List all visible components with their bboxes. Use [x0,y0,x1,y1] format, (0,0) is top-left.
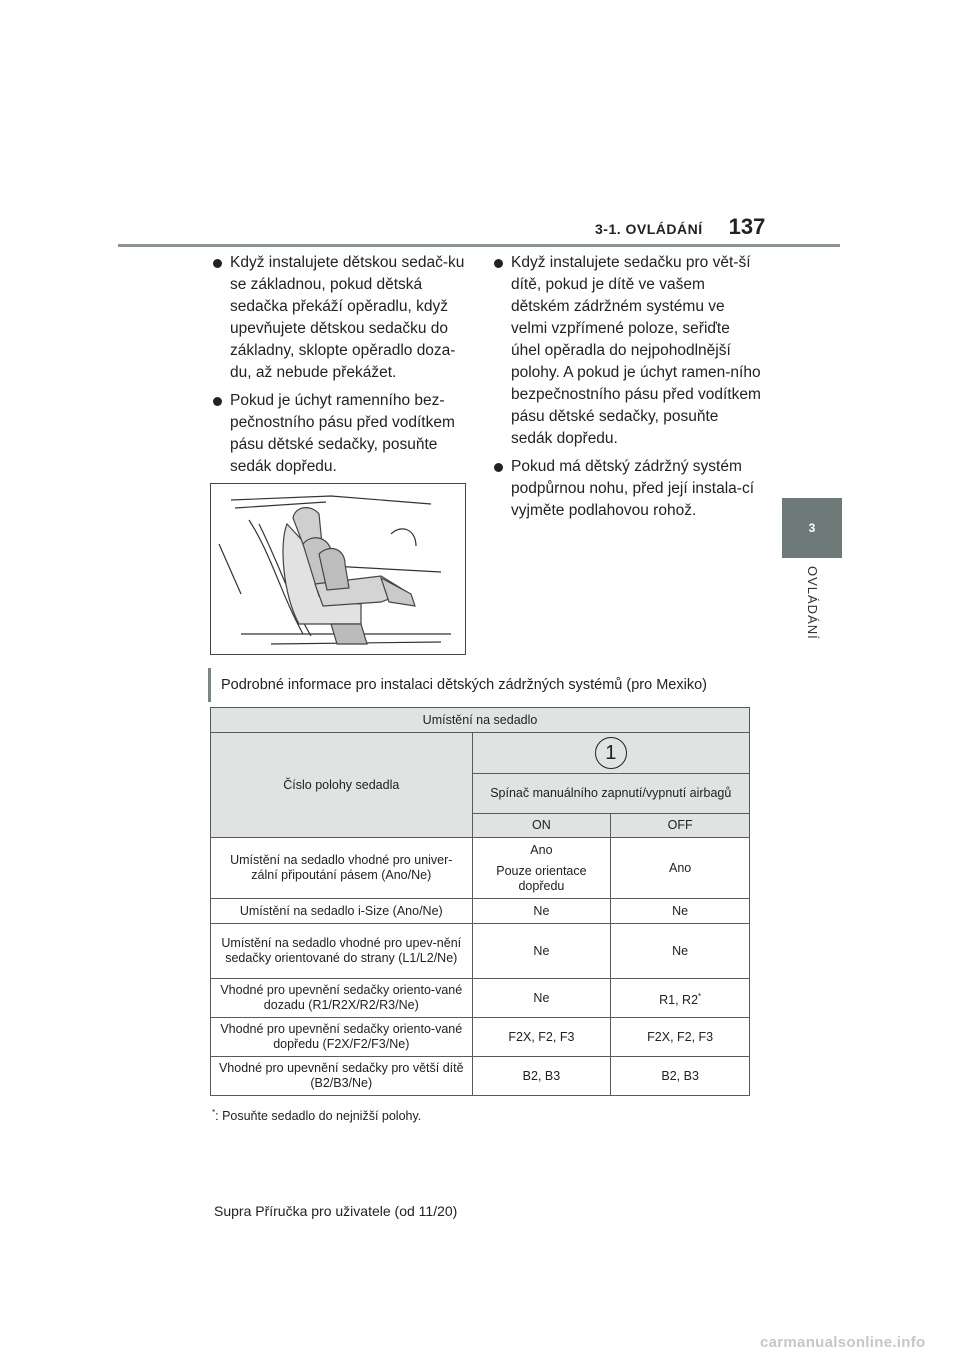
child-seat-illustration [210,483,466,655]
position-number-circle: 1 [595,737,627,769]
row-on-value: Ne [472,924,611,979]
page-header [595,214,765,240]
table-row [211,979,750,1018]
table-row [211,733,750,774]
car-seat-drawing [211,484,466,655]
table-row [211,1057,750,1096]
row-off-value: Ne [611,899,750,924]
row-on-value: F2X, F2, F3 [472,1018,611,1057]
footnote-mark: * [212,1108,216,1117]
watermark: carmanualsonline.info [760,1334,926,1351]
left-column [212,252,474,484]
row-label: Vhodné pro upevnění sedačky oriento-vané dopředu (F2X/F2/F3/Ne) [211,1018,473,1057]
row-label: Vhodné pro upevnění sedačky pro větší dítě (B2/B3/Ne) [211,1057,473,1096]
bullet-icon [213,259,222,268]
position-number-cell [472,733,749,774]
bullet-icon [213,397,222,406]
row-off-value: Ano [611,838,750,899]
page-number: 137 [728,214,766,239]
chapter-tab-label: OVLÁDÁNÍ [805,566,820,640]
chapter-tab[interactable] [782,498,842,558]
row-label: Umístění na sedadlo i-Size (Ano/Ne) [211,899,473,924]
airbag-switch-label: Spínač manuálního zapnutí/vypnutí airbagů [472,774,749,814]
footnote-mark: * [698,991,702,1001]
bullet-item [212,252,474,384]
header-rule [118,244,840,247]
row-off-value [611,979,750,1018]
row-on-value: B2, B3 [472,1057,611,1096]
off-header: OFF [611,814,750,838]
right-column [493,252,761,528]
bullet-text: Když instalujete dětskou sedač-ku se základnou, pokud dětská sedačka překáží opěradlu, když upevňujete dětskou sedačku do základny, sklopte opěradlo doza-du, až nebude překážet. [230,254,465,381]
bullet-item [493,456,761,522]
row-off-value: F2X, F2, F3 [611,1018,750,1057]
table-row [211,924,750,979]
footnote-text: : Posuňte sedadlo do nejnižší polohy. [215,1109,422,1123]
bullet-icon [494,259,503,268]
bullet-item [212,390,474,478]
page-footer: Supra Příručka pro uživatele (od 11/20) [214,1203,458,1219]
chapter-tab-number: 3 [808,521,816,535]
row-on-value: Ne [472,899,611,924]
bullet-text: Pokud má dětský zádržný systém podpůrnou nohu, před její instala-cí vyjměte podlahovou rohož. [511,458,754,519]
bullet-text: Pokud je úchyt ramenního bez-pečnostního pásu před vodítkem pásu dětské sedačky, posuňte sedák dopředu. [230,392,455,475]
table-title: Umístění na sedadlo [211,708,750,733]
row-off-value: Ne [611,924,750,979]
info-heading: Podrobné informace pro instalaci dětských zádržných systémů (pro Mexiko) [208,668,750,702]
row-label: Umístění na sedadlo vhodné pro upev-nění sedačky orientované do strany (L1/L2/Ne) [211,924,473,979]
on-header: ON [472,814,611,838]
bullet-item [493,252,761,450]
position-label: Číslo polohy sedadla [211,733,473,838]
off-value-text: R1, R2 [659,992,699,1007]
bullet-text: Když instalujete sedačku pro vět-ší dítě, pokud je dítě ve vašem dětském zádržném systému ve velmi vzpřímené poloze, seřiďte úhel opěradla do nejpohodlnější polohy. A pokud je úchyt ramen-ního bezpečnostního pásu před vodítkem pásu dětské sedačky, posuňte sedák dopředu. [511,254,761,447]
table-row [211,838,750,899]
row-on-value: Ne [472,979,611,1018]
on-value-line1: Ano [530,842,553,857]
footnote [212,1108,421,1123]
section-title: 3-1. OVLÁDÁNÍ [595,221,703,237]
row-off-value: B2, B3 [611,1057,750,1096]
table-row [211,899,750,924]
row-label: Vhodné pro upevnění sedačky oriento-vané dozadu (R1/R2X/R2/R3/Ne) [211,979,473,1018]
table-row [211,708,750,733]
row-label: Umístění na sedadlo vhodné pro univer-zální připoutání pásem (Ano/Ne) [211,838,473,899]
on-value-line2: Pouze orientace dopředu [496,863,587,893]
bullet-icon [494,463,503,472]
seat-position-table [210,707,750,1096]
row-on-value [472,838,611,899]
table-row [211,1018,750,1057]
